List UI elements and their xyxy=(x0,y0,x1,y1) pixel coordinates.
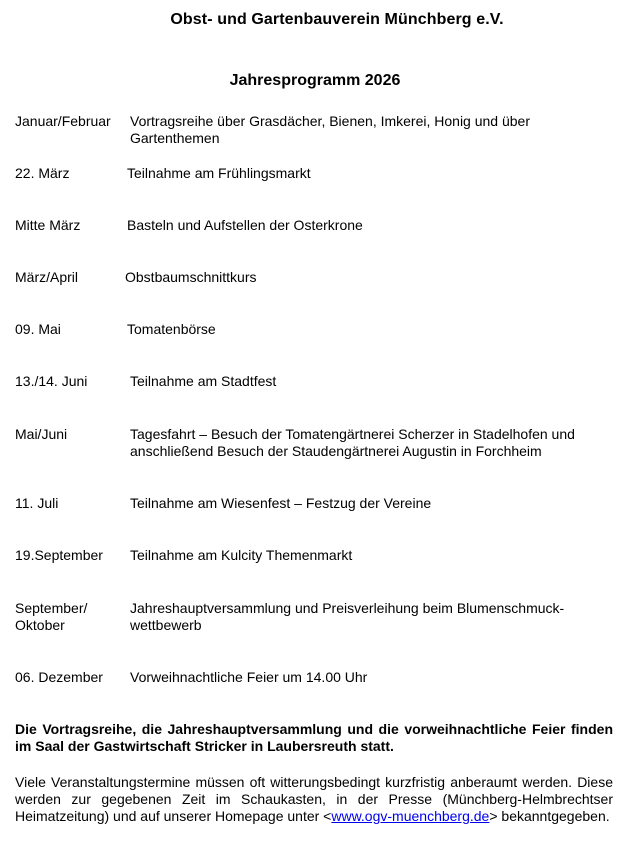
venue-note: Die Vortragsreihe, die Jahreshauptversammlung und die vorweihnachtliche Feier finden im Saal der Gastwirtschaft Stricker in Laubersreuth statt. xyxy=(15,721,613,754)
entry-date: Januar/Februar xyxy=(15,113,111,129)
entry-date: September/ Oktober xyxy=(15,600,88,633)
entry-date: 06. Dezember xyxy=(15,669,103,685)
entry-description: Vortragsreihe über Grasdächer, Bienen, Imkerei, Honig und über Gartenthemen xyxy=(130,113,531,146)
homepage-link[interactable]: www.ogv-muenchberg.de xyxy=(331,808,490,824)
entry-description: Teilnahme am Wiesenfest – Festzug der Vereine xyxy=(130,495,432,511)
info-note xyxy=(15,774,613,825)
entry-date: 09. Mai xyxy=(15,321,61,337)
entry-date: März/April xyxy=(15,269,79,285)
info-text: Viele Veranstaltungstermine müssen oft witterungsbedingt kurzfristig anberaumt werden. Diese werden zur gegebenen Zeit im Schaukasten, in der Presse (Münchberg-Helmbrechtser Heimatzeitung) und auf unserer Homepage unter < xyxy=(15,774,613,824)
entry-description: Teilnahme am Frühlingsmarkt xyxy=(127,165,311,181)
entry-description: Obstbaumschnittkurs xyxy=(125,269,257,285)
entry-description: Tomatenbörse xyxy=(127,321,216,337)
entry-date: 22. März xyxy=(15,165,70,181)
entry-description: Tagesfahrt – Besuch der Tomatengärtnerei Scherzer in Stadelhofen und anschließend Besuch der Staudengärtnerei Augustin in Forchheim xyxy=(130,426,575,459)
program-heading: Jahresprogramm 2026 xyxy=(229,72,401,89)
entry-description: Teilnahme am Kulcity Themenmarkt xyxy=(130,547,353,563)
info-text-end: > bekanntgegeben. xyxy=(489,808,610,824)
entry-date: 11. Juli xyxy=(15,495,59,511)
entry-description: Teilnahme am Stadtfest xyxy=(130,373,277,389)
document-title: Obst- und Gartenbauverein Münchberg e.V. xyxy=(170,11,504,28)
entry-date: 19.September xyxy=(15,547,103,563)
entry-date: 13./14. Juni xyxy=(15,373,88,389)
entry-description: Basteln und Aufstellen der Osterkrone xyxy=(127,217,363,233)
entry-date: Mitte März xyxy=(15,217,81,233)
entry-description: Jahreshauptversammlung und Preisverleihung beim Blumenschmuck-wettbewerb xyxy=(130,600,565,633)
entry-description: Vorweihnachtliche Feier um 14.00 Uhr xyxy=(130,669,368,685)
entry-date: Mai/Juni xyxy=(15,426,68,442)
